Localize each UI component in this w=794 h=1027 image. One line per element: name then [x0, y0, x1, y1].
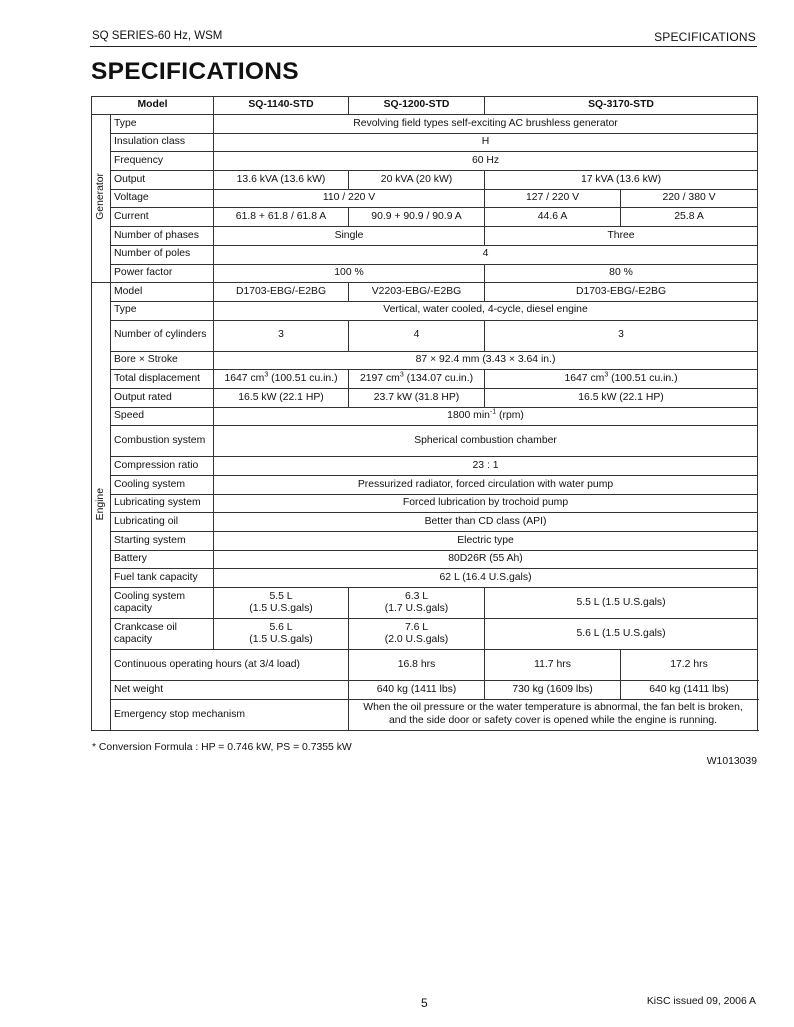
- table-row: [92, 283, 758, 302]
- cell: 87 × 92.4 mm (3.43 × 3.64 in.): [214, 351, 758, 370]
- cell: 16.8 hrs: [349, 650, 485, 681]
- cell: 5.5 L (1.5 U.S.gals): [485, 588, 758, 619]
- row-label: Output rated: [111, 388, 214, 407]
- cell: 20 kVA (20 kW): [349, 171, 485, 190]
- cell: Forced lubrication by trochoid pump: [214, 494, 758, 513]
- cell: 25.8 A: [621, 208, 758, 227]
- issued-label: KiSC issued 09, 2006 A: [646, 996, 756, 1007]
- row-label: Continuous operating hours (at 3/4 load): [111, 650, 349, 681]
- row-label: Lubricating system: [111, 494, 214, 513]
- table-row: [92, 681, 758, 700]
- row-label: Type: [111, 115, 214, 134]
- cell: 16.5 kW (22.1 HP): [485, 388, 758, 407]
- row-label: Speed: [111, 407, 214, 426]
- cell: 4: [349, 320, 485, 351]
- cell: 2197 $cm^3$ (134.07 cu.in.): [349, 370, 485, 389]
- table-row: [92, 388, 758, 407]
- row-label: Cooling system: [111, 476, 214, 495]
- cell: Single: [214, 227, 485, 246]
- cell: Revolving field types self-exciting AC brushless generator: [214, 115, 758, 134]
- row-label: Number of poles: [111, 245, 214, 264]
- row-label: Starting system: [111, 532, 214, 551]
- row-label: Emergency stop mechanism: [111, 699, 349, 730]
- table-row: [92, 115, 758, 134]
- cell: 23 : 1: [214, 457, 758, 476]
- cell: D1703-EBG/-E2BG: [214, 283, 349, 302]
- row-label: Current: [111, 208, 214, 227]
- table-row: [92, 569, 758, 588]
- row-label: Insulation class: [111, 133, 214, 152]
- table-row: [92, 426, 758, 457]
- table-row: [92, 227, 758, 246]
- row-label: Power factor: [111, 264, 214, 283]
- cell: Electric type: [214, 532, 758, 551]
- cell: 13.6 kVA (13.6 kW): [214, 171, 349, 190]
- table-row: [92, 619, 758, 650]
- table-row: [92, 494, 758, 513]
- cell: 80 %: [485, 264, 758, 283]
- header-series: SQ SERIES-60 Hz, WSM: [92, 30, 223, 42]
- row-label: Combustion system: [111, 426, 214, 457]
- page-number: 5: [421, 996, 428, 1010]
- cell: H: [214, 133, 758, 152]
- document-code: W1013039: [706, 756, 757, 767]
- model-sq1200: SQ-1200-STD: [349, 97, 485, 115]
- generator-group-label: Generator: [92, 115, 111, 283]
- cell: 640 kg (1411 lbs): [621, 681, 758, 700]
- table-row-header: [92, 97, 758, 115]
- table-row: [92, 370, 758, 389]
- table-row: [92, 320, 758, 351]
- cell: 100 %: [214, 264, 485, 283]
- engine-group-label: Engine: [92, 283, 111, 731]
- row-label: Frequency: [111, 152, 214, 171]
- row-label: Voltage: [111, 189, 214, 208]
- cell: Spherical combustion chamber: [214, 426, 758, 457]
- cell: 17.2 hrs: [621, 650, 758, 681]
- row-label: Number of phases: [111, 227, 214, 246]
- row-label: Net weight: [111, 681, 349, 700]
- cell: 220 / 380 V: [621, 189, 758, 208]
- row-label: Battery: [111, 550, 214, 569]
- table-row: [92, 351, 758, 370]
- cell: 61.8 + 61.8 / 61.8 A: [214, 208, 349, 227]
- table-row: [92, 264, 758, 283]
- row-label: Bore × Stroke: [111, 351, 214, 370]
- row-label: Type: [111, 301, 214, 320]
- row-label: Lubricating oil: [111, 513, 214, 532]
- header-section: SPECIFICATIONS: [654, 30, 756, 44]
- page-title: SPECIFICATIONS: [91, 58, 299, 85]
- cell: 60 Hz: [214, 152, 758, 171]
- table-row: [92, 208, 758, 227]
- table-row: [92, 532, 758, 551]
- cell: 1647 $cm^3$ (100.51 cu.in.): [485, 370, 758, 389]
- cell: 5.6 L (1.5 U.S.gals): [485, 619, 758, 650]
- cell: 1800 $\min^{-1} (rpm)$: [214, 407, 758, 426]
- specifications-table: [91, 96, 758, 731]
- model-sq1140: SQ-1140-STD: [214, 97, 349, 115]
- cell: 11.7 hrs: [485, 650, 621, 681]
- row-label: Total displacement: [111, 370, 214, 389]
- row-label: Fuel tank capacity: [111, 569, 214, 588]
- cell: Better than CD class (API): [214, 513, 758, 532]
- cell: Pressurized radiator, forced circulation with water pump: [214, 476, 758, 495]
- cell: 640 kg (1411 lbs): [349, 681, 485, 700]
- cell: 80D26R (55 Ah): [214, 550, 758, 569]
- table-row: [92, 152, 758, 171]
- cell: 5.5 L (1.5 U.S.gals): [214, 588, 349, 619]
- table-row: [92, 407, 758, 426]
- row-label: Number of cylinders: [111, 320, 214, 351]
- table-row: [92, 699, 758, 730]
- table-row: [92, 476, 758, 495]
- cell: 730 kg (1609 lbs): [485, 681, 621, 700]
- cell: 6.3 L (1.7 U.S.gals): [349, 588, 485, 619]
- model-header: Model: [92, 97, 214, 115]
- cell: When the oil pressure or the water temperature is abnormal, the fan belt is broken, and the side door or safety cover is opened while the engine is running.: [349, 699, 758, 730]
- row-label: Model: [111, 283, 214, 302]
- row-label: Compression ratio: [111, 457, 214, 476]
- table-row: [92, 171, 758, 190]
- cell: 16.5 kW (22.1 HP): [214, 388, 349, 407]
- cell: 1647 $cm^3$ (100.51 cu.in.): [214, 370, 349, 389]
- cell: 127 / 220 V: [485, 189, 621, 208]
- row-label: Output: [111, 171, 214, 190]
- cell: 7.6 L (2.0 U.S.gals): [349, 619, 485, 650]
- cell: 17 kVA (13.6 kW): [485, 171, 758, 190]
- table-row: [92, 513, 758, 532]
- row-label: Crankcase oil capacity: [111, 619, 214, 650]
- row-label: Cooling system capacity: [111, 588, 214, 619]
- cell: 23.7 kW (31.8 HP): [349, 388, 485, 407]
- cell: 4: [214, 245, 758, 264]
- cell: 3: [214, 320, 349, 351]
- cell: Vertical, water cooled, 4-cycle, diesel engine: [214, 301, 758, 320]
- cell: Three: [485, 227, 758, 246]
- cell: 5.6 L (1.5 U.S.gals): [214, 619, 349, 650]
- table-row: [92, 550, 758, 569]
- header-rule: [90, 46, 757, 47]
- cell: D1703-EBG/-E2BG: [485, 283, 758, 302]
- table-row: [92, 588, 758, 619]
- cell: 62 L (16.4 U.S.gals): [214, 569, 758, 588]
- table-row: [92, 301, 758, 320]
- table-row: [92, 133, 758, 152]
- cell: 44.6 A: [485, 208, 621, 227]
- conversion-note: * Conversion Formula : HP = 0.746 kW, PS = 0.7355 kW: [92, 742, 352, 753]
- cell: 110 / 220 V: [214, 189, 485, 208]
- table-row: [92, 189, 758, 208]
- cell: V2203-EBG/-E2BG: [349, 283, 485, 302]
- table-row: [92, 245, 758, 264]
- table-row: [92, 650, 758, 681]
- cell: 90.9 + 90.9 / 90.9 A: [349, 208, 485, 227]
- model-sq3170: SQ-3170-STD: [485, 97, 758, 115]
- table-row: [92, 457, 758, 476]
- cell: 3: [485, 320, 758, 351]
